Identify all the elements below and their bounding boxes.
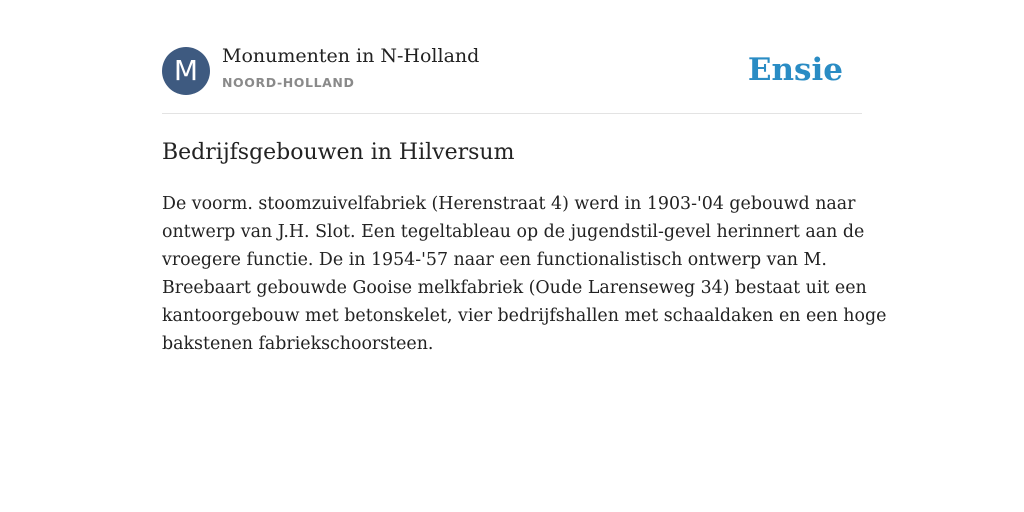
entry-body-line: bakstenen fabriekschoorsteen.	[162, 334, 434, 354]
source-subtitle: NOORD-HOLLAND	[222, 75, 355, 90]
entry-body-line: Breebaart gebouwde Gooise melkfabriek (Oude Larenseweg 34) bestaat uit een	[162, 278, 867, 298]
source-title[interactable]: Monumenten in N-Holland	[222, 45, 480, 67]
entry-body-line: ontwerp van J.H. Slot. Een tegeltableau op de jugendstil-gevel herinnert aan de	[162, 222, 865, 242]
entry-body-line: kantoorgebouw met betonskelet, vier bedrijfshallen met schaaldaken en een hoge	[162, 306, 887, 326]
brand-logo[interactable]: Ensie	[747, 52, 843, 88]
avatar[interactable]: M	[162, 47, 210, 95]
entry-card	[162, 0, 887, 354]
entry-title: Bedrijfsgebouwen in Hilversum	[162, 140, 515, 165]
entry-body	[162, 190, 887, 358]
entry-body-line: vroegere functie. De in 1954-'57 naar een functionalistisch ontwerp van M.	[162, 250, 827, 270]
entry-header	[162, 0, 862, 114]
entry-body-line: De voorm. stoomzuivelfabriek (Herenstraat 4) werd in 1903-'04 gebouwd naar	[162, 194, 856, 214]
